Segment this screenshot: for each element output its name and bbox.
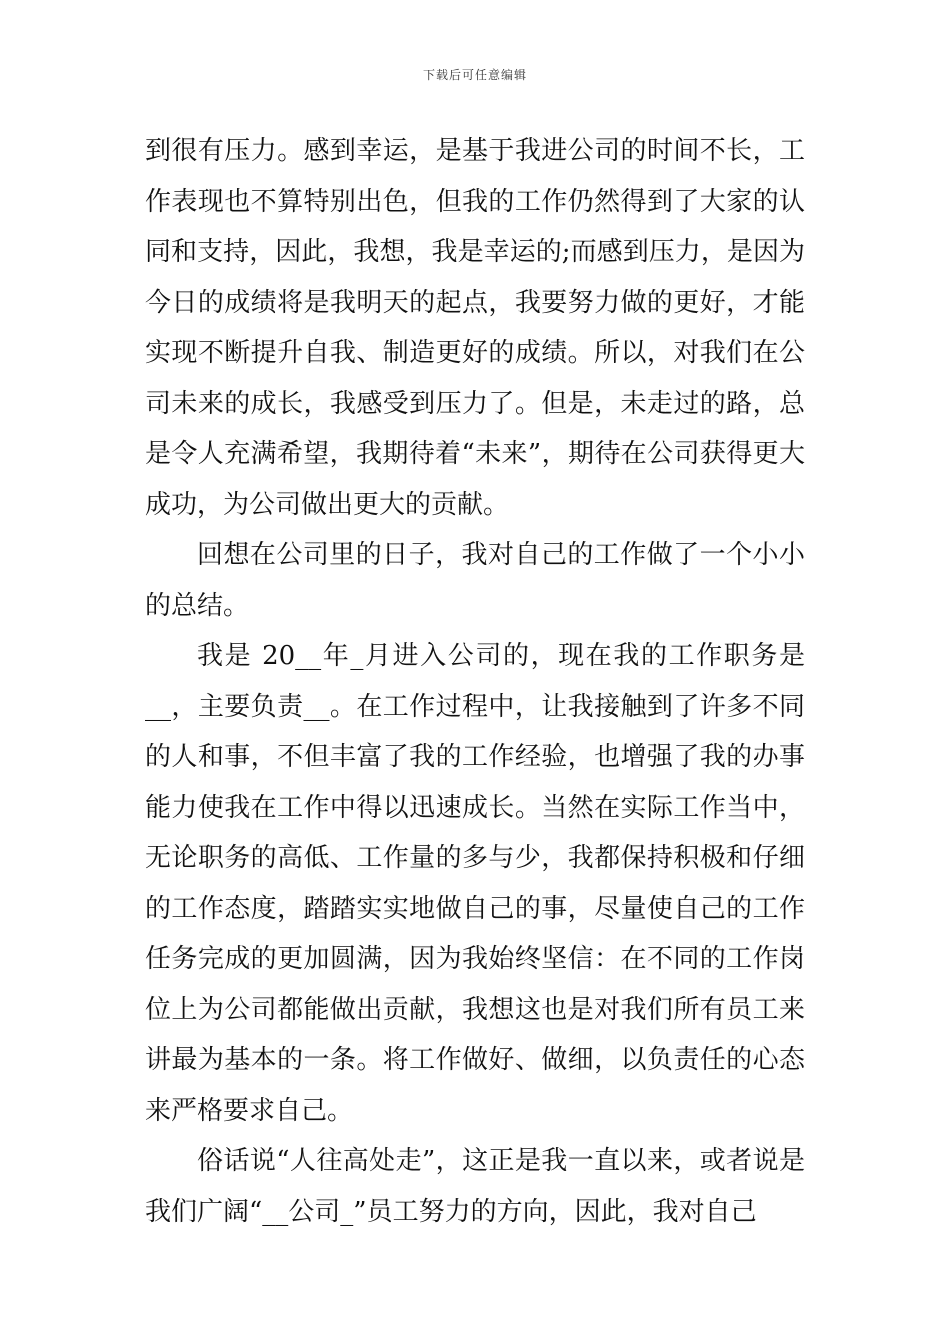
paragraph-proverb: 俗话说“人往高处走”，这正是我一直以来，或者说是我们广阔“__公司_”员工努力的方向，因此，我对自己 [145,1146,805,1227]
header-note: 下载后可任意编辑 [422,68,527,82]
paragraph-continuation: 到很有压力。感到幸运，是基于我进公司的时间不长，工作表现也不算特别出色，但我的工作仍然得到了大家的认同和支持，因此，我想，我是幸运的;而感到压力，是因为今日的成绩将是我明天的起点，我要努力做的更好，才能实现不断提升自我、制造更好的成绩。所以，对我们在公司未来的成长，我感受到压力了。但是，未走过的路，总是令人充满希望，我期待着“未来”，期待在公司获得更大成功，为公司做出更大的贡献。 [145,136,805,520]
document-body [145,126,805,1237]
paragraph-summary-intro: 回想在公司里的日子，我对自己的工作做了一个小小的总结。 [145,540,805,621]
paragraph-work-duties: 我是 20__年_月进入公司的，现在我的工作职务是__，主要负责__。在工作过程中，让我接触到了许多不同的人和事，不但丰富了我的工作经验，也增强了我的办事能力使我在工作中得以迅速成长。当然在实际工作当中，无论职务的高低、工作量的多与少，我都保持积极和仔细的工作态度，踏踏实实地做自己的事，尽量使自己的工作任务完成的更加圆满，因为我始终坚信：在不同的工作岗位上为公司都能做出贡献，我想这也是对我们所有员工来讲最为基本的一条。将工作做好、做细，以负责任的心态来严格要求自己。 [145,641,805,1126]
